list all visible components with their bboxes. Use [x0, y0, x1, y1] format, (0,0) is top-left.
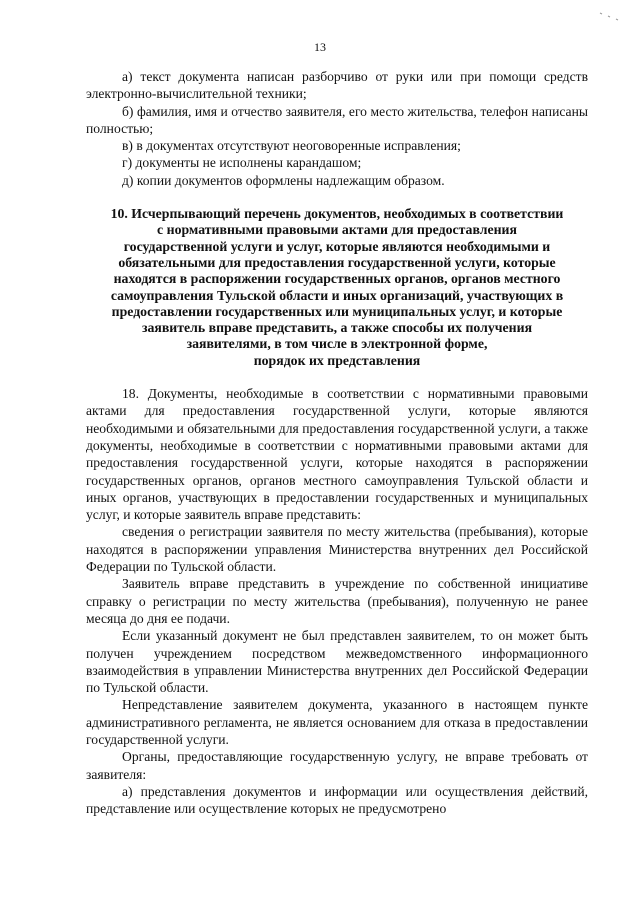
heading-line: 10. Исчерпывающий перечень документов, необходимых в соответствии — [110, 206, 564, 222]
heading-line: находятся в распоряжении государственных органов, органов местного — [113, 271, 561, 287]
list-item: в) в документах отсутствуют неоговоренные исправления; — [122, 138, 461, 154]
paragraph: Органы, предоставляющие государственную услугу, не вправе требовать от заявителя: — [86, 749, 588, 782]
list-item: б) фамилия, имя и отчество заявителя, его место жительства, телефон написаны полностью; — [86, 103, 588, 136]
heading-line: порядок их представления — [253, 352, 421, 368]
paragraph: сведения о регистрации заявителя по месту жительства (пребывания), которые находятся в распоряжении управления Министерства внутренних дел Российской Федерации по Тульской области. — [86, 524, 588, 575]
list-item: а) текст документа написан разборчиво от руки или при помощи средств электронно-вычислительной техники; — [86, 69, 588, 102]
paragraph: а) представления документов и информации или осуществления действий, представление или осуществление которых не предусмотрено — [86, 783, 588, 817]
heading-line: государственной услуги и услуг, которые являются необходимыми и — [123, 238, 551, 254]
section-heading — [86, 206, 588, 369]
page-number: 13 — [314, 40, 326, 54]
list-item: д) копии документов оформлены надлежащим образом. — [122, 172, 445, 188]
heading-line: заявитель вправе представить, а также способы их получения — [141, 320, 533, 336]
paragraph: Если указанный документ не был представлен заявителем, то он может быть получен учреждением посредством межведомственного информационного взаимодействия в управлении Министерства внутренних дел Российской Федерации по Тульской области. — [86, 628, 588, 696]
scan-mark — [596, 10, 626, 24]
paragraph: 18. Документы, необходимые в соответствии с нормативными правовыми актами для предоставления государственной услуги, которые являются необходимыми и обязательными для предоставления государственной услуги, а также документы, необходимые в соответствии с нормативными правовыми актами для предоставления государственной услуги, которые находятся в распоряжении государственных органов, органов местного самоуправления Тульской области и иных органов, участвующих в предоставлении государственных и муниципальных услуг, и которые заявитель вправе представить: — [86, 386, 588, 523]
document-body — [86, 68, 588, 817]
section-text — [86, 385, 588, 817]
paragraph: Непредставление заявителем документа, указанного в настоящем пункте административного регламента, не является основанием для отказа в предоставлении государственной услуги. — [86, 697, 588, 747]
heading-line: самоуправления Тульской области и иных организаций, участвующих в — [110, 287, 564, 303]
paragraph: Заявитель вправе представить в учреждение по собственной инициативе справку о регистрации по месту жительства (пребывания), полученную не ранее месяца до дня ее подачи. — [86, 576, 588, 626]
heading-line: заявителями, в том числе в электронной форме, — [186, 336, 488, 352]
heading-line: с нормативными правовыми актами для предоставления — [157, 222, 517, 238]
list-item: г) документы не исполнены карандашом; — [122, 155, 362, 171]
heading-line: предоставлении государственных или муниципальных услуг, и которые — [111, 303, 563, 319]
requirements-list — [86, 68, 588, 189]
heading-line: обязательными для предоставления государственной услуги, которые — [118, 254, 556, 270]
